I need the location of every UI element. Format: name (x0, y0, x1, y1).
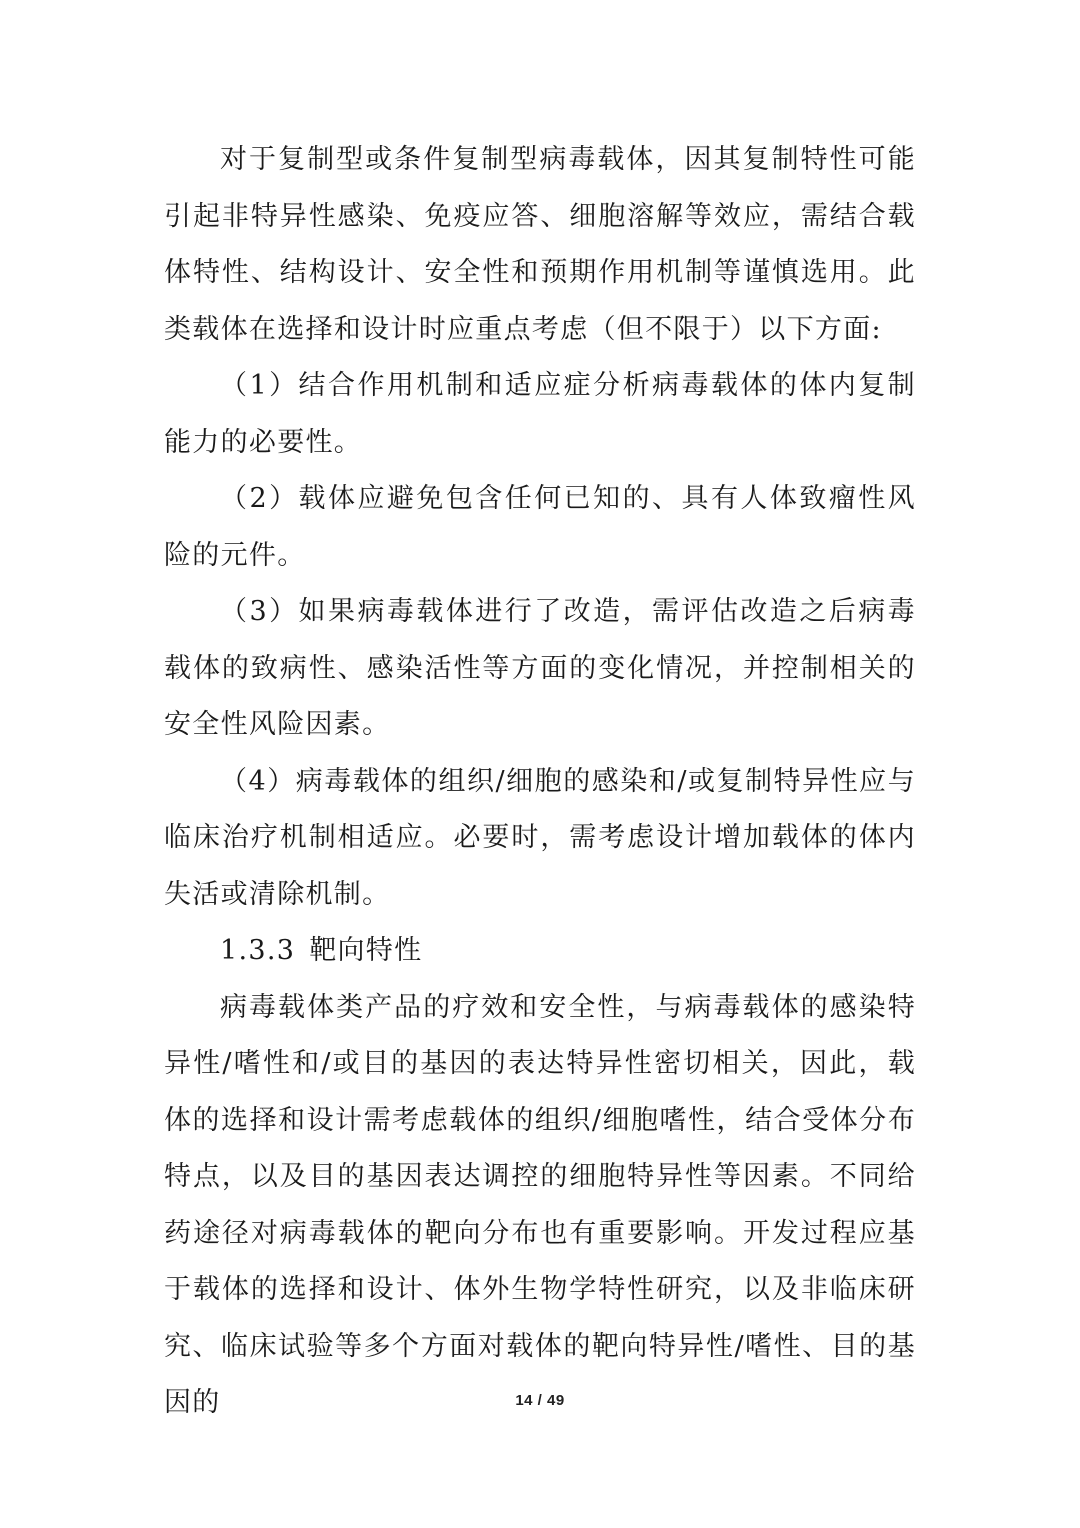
list-item-1: （1）结合作用机制和适应症分析病毒载体的体内复制能力的必要性。 (164, 370, 916, 458)
list-item-4: （4）病毒载体的组织/细胞的感染和/或复制特异性应与临床治疗机制相适应。必要时，需考虑设计增加载体的体内失活或清除机制。 (164, 765, 916, 910)
list-item-2: （2）载体应避免包含任何已知的、具有人体致瘤性风险的元件。 (164, 483, 916, 571)
section-title: 靶向特性 (309, 935, 423, 966)
paragraph-targeting: 病毒载体类产品的疗效和安全性，与病毒载体的感染特异性/嗜性和/或目的基因的表达特异性密切相关，因此，载体的选择和设计需考虑载体的组织/细胞嗜性，结合受体分布特点，以及目的基因表达调控的细胞特异性等因素。不同给药途径对病毒载体的靶向分布也有重要影响。开发过程应基于载体的选择和设计、体外生物学特性研究，以及非临床研究、临床试验等多个方面对载体的靶向特异性/嗜性、目的基因的 (164, 991, 916, 1418)
section-number: 1.3.3 (220, 935, 296, 966)
list-item-3: （3）如果病毒载体进行了改造，需评估改造之后病毒载体的致病性、感染活性等方面的变化情况，并控制相关的安全性风险因素。 (164, 596, 916, 740)
page-number: 14 / 49 (515, 1392, 565, 1409)
paragraph-replication-vectors: 对于复制型或条件复制型病毒载体，因其复制特性可能引起非特异性感染、免疫应答、细胞溶解等效应，需结合载体特性、结构设计、安全性和预期作用机制等谨慎选用。此类载体在选择和设计时应重点考虑（但不限于）以下方面: (164, 144, 916, 345)
section-heading (164, 923, 916, 980)
page-body (164, 132, 916, 1432)
